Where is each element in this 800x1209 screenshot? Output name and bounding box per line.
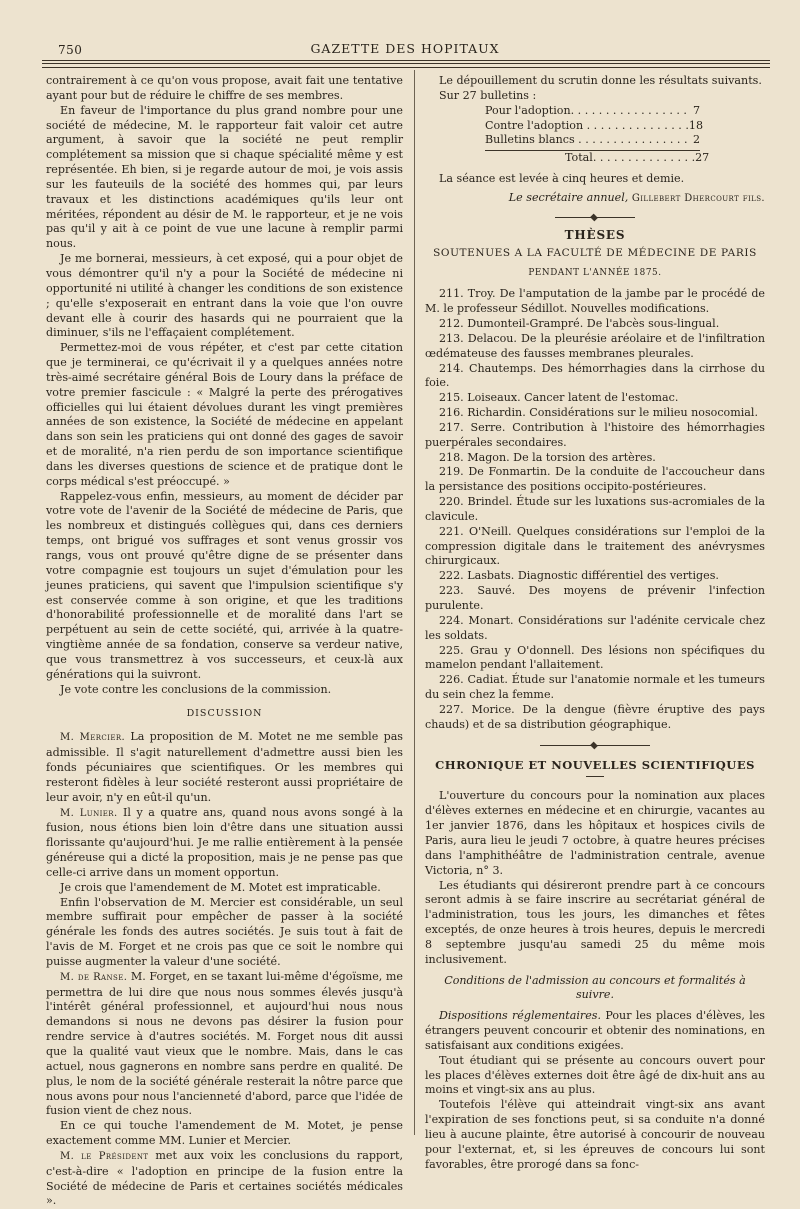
thesis-item: 219. De Fonmartin. De la conduite de l'accoucheur dans la persistance des positions occipito-postérieures.	[425, 465, 765, 494]
speaker: M. de Ranse.	[60, 971, 128, 983]
theses-subheading: SOUTENUES A LA FACULTÉ DE MÉDECINE DE PARIS	[433, 246, 757, 259]
paragraph: Rappelez-vous enfin, messieurs, au moment de décider par votre vote de l'avenir de la Société de médecine de Paris, que les nombreux et distingués collègues qui, dans ces derniers temps, ont brigué vos suffrages et sont venus grossir vos rangs, vous ont prouvé qu'être digne de se présenter dans votre compagnie est toujours un sujet d'émulation pour les jeunes praticiens, qui savent que l'impulsion scientifique s'y est conservée comme à son origine, et que les traditions d'honorabilité professionnelle et de moralité dans l'art se perpétuent au sein de cette société, qui, arrivée à la quatre-vingtième année de sa fondation, conserve sa verdeur native, que vous transmettrez à vos successeurs, et ceux-là aux générations qui la suivront.	[46, 489, 403, 681]
chronique-heading: CHRONIQUE ET NOUVELLES SCIENTIFIQUES	[435, 757, 755, 772]
vote-value: 18	[688, 118, 704, 132]
dispositions-text: Pour les places d'élèves, les étrangers peuvent concourir et obtenir des nominations, en satisfaisant aux conditions exigées.	[425, 1009, 766, 1052]
paragraph: Je vote contre les conclusions de la commission.	[60, 682, 332, 696]
speech-text: Je crois que l'amendement de M. Motet est impraticable.	[60, 880, 381, 894]
speech	[46, 970, 403, 1119]
vote-value: 2	[692, 133, 700, 147]
signature-name: Gillebert Dhercourt fils.	[631, 192, 765, 204]
vote-label: Pour l'adoption. . . . . . . . . . . . . . . . .	[485, 103, 687, 117]
header-rule	[42, 60, 770, 61]
thesis-item: 222. Lasbats. Diagnostic différentiel des vertiges.	[439, 569, 719, 583]
discussion-heading: DISCUSSION	[186, 708, 263, 720]
theses-year: PENDANT L'ANNÉE 1875.	[528, 268, 662, 279]
header-rule	[42, 67, 770, 68]
speech	[46, 896, 403, 970]
thesis-item: 215. Loiseaux. Cancer latent de l'estomac.	[439, 391, 679, 405]
speech-text: Il y a quatre ans, quand nous avons songé à la fusion, nous étions bien loin d'être dans une situation aussi florissante qu'aujourd'hui. Je me rallie entièrement à la pensée généreuse qui a dicté la proposition, mais je ne pense pas que celle-ci arrive dans un moment opportun.	[46, 805, 403, 879]
speech-text: Enfin l'observation de M. Mercier est considérable, un seul membre suffirait pour empêcher de passer à la société générale les fonds des autres sociétés. Je suis tout à fait de l'avis de M. Forget et ne crois pas que ce soit le nombre qui puisse augmenter la valeur d'une société.	[46, 895, 403, 968]
signature	[425, 191, 765, 207]
heading-rule	[586, 776, 604, 777]
thesis-item: 218. Magon. De la torsion des artères.	[439, 450, 656, 464]
speech-text: met aux voix les conclusions du rapport, c'est-à-dire « l'adoption en principe de la fusion entre la Société de médecine de Paris et certaines sociétés médicales ».	[46, 1148, 403, 1208]
signature-role: Le secrétaire annuel,	[508, 190, 629, 204]
paragraph	[425, 1009, 765, 1054]
speech-text: M. Forget, en se taxant lui-même d'égoïsme, me permettra de lui dire que nous nous sommes élevés jusqu'à l'intérêt général professionnel, et aujourd'hui nous nous demandons si nous ne devons pas désirer la fusion pour rendre service à d'autres sociétés. M. Forget nous dit aussi que la qualité vaut vieux que le nombre. Mais, dans le cas actuel, nous gagnerons en nombre sans perdre en qualité. De plus, le nom de la société générale resterait la nôtre parce que nous avons pour nous l'ancienneté d'abord, parce que l'idée de fusion vient de chez nous.	[46, 969, 404, 1118]
speech-text: La proposition de M. Motet ne me semble pas admissible. Il s'agit naturellement d'admettre aussi bien les fonds pécuniaires que scientifiques. Or les membres qui resteront fidèles à leur société resteront aussi propriétaire de leur avoir, n'y en eût-il qu'un.	[46, 730, 403, 804]
paragraph: Toutefois l'élève qui atteindrait vingt-six ans avant l'expiration de ses fonctions peut, si sa conduite n'a donné lieu à aucune plainte, être autorisé à concourir de nouveau pour l'externat, et, si les épreuves de concours lui sont favorables, être prorogé dans sa fonc-	[425, 1098, 765, 1171]
vote-value: 7	[692, 103, 700, 117]
thesis-item: 213. Delacou. De la pleurésie aréolaire et de l'infiltration œdémateuse des fausses membranes pleurales.	[425, 331, 765, 360]
vote-row	[425, 104, 700, 119]
speech-text: En ce qui touche l'amendement de M. Motet, je pense exactement comme MM. Lunier et Mercier.	[46, 1119, 403, 1148]
thesis-item: 225. Grau y O'donnell. Des lésions non spécifiques du mamelon pendant l'allaitement.	[425, 643, 765, 672]
theses-heading: THÈSES	[564, 227, 626, 242]
page-number: 750	[58, 43, 83, 57]
thesis-item: 216. Richardin. Considérations sur le milieu nosocomial.	[439, 406, 758, 420]
paragraph: Les étudiants qui désireront prendre part à ce concours seront admis à se faire inscrire au secrétariat général de l'administration, tous les jours, les dimanches et fêtes exceptés, de onze heures à trois heures, depuis le mercredi 8 septembre jusqu'au samedi 25 du même mois inclusivement.	[425, 878, 765, 966]
speaker: M. Lunier.	[60, 807, 118, 819]
vote-label: Bulletins blancs . . . . . . . . . . . . . . . .	[485, 133, 688, 147]
paragraph: Permettez-moi de vous répéter, et c'est par cette citation que je terminerai, ce qu'écrivait il y a quelques années notre très-aimé secrétaire général Bois de Loury dans la préface de votre premier fascicule : « Malgré la perte des prérogatives officielles qui lui étaient dévolues durant les vingt premières années de son existence, la Société de médecine en appelant dans son sein les praticiens qui ont donné des gages de savoir et de moralité, n'a rien perdu de son importance scientifique dans les diverses questions de science et de pratique dont le corps médical s'est préoccupé. »	[46, 341, 403, 488]
vote-total-row	[425, 151, 710, 166]
thesis-item: 221. O'Neill. Quelques considérations sur l'emploi de la compression digitale dans le traitement des anévrysmes chirurgicaux.	[425, 524, 765, 568]
header-rule	[42, 63, 770, 64]
thesis-item: 226. Cadiat. Étude sur l'anatomie normale et les tumeurs du sein chez la femme.	[425, 673, 765, 702]
conditions-heading: Conditions de l'admission au concours et formalités à suivre.	[444, 973, 746, 1002]
vote-intro: Le dépouillement du scrutin donne les résultats suivants.	[439, 74, 762, 87]
closing-line: La séance est levée à cinq heures et demie.	[439, 172, 685, 186]
speech	[46, 806, 403, 881]
vote-row	[425, 118, 704, 134]
paragraph: Tout étudiant qui se présente au concours ouvert pour les places d'élèves externes doit être âgé de dix-huit ans au moins et vingt-six ans au plus.	[425, 1053, 765, 1097]
speech	[46, 1119, 403, 1149]
speech	[46, 1149, 403, 1209]
page-header	[40, 30, 770, 56]
dispositions-label: Dispositions réglementaires.	[439, 1009, 602, 1023]
speech	[46, 730, 403, 805]
paragraph: contrairement à ce qu'on vous propose, avait fait une tentative ayant pour but de réduire le chiffre de ses membres.	[46, 74, 403, 102]
thesis-item: 224. Monart. Considérations sur l'adénite cervicale chez les soldats.	[425, 613, 765, 642]
journal-title: GAZETTE DES HOPITAUX	[310, 41, 500, 56]
thesis-item: 217. Serre. Contribution à l'histoire des hémorrhagies puerpérales secondaires.	[425, 420, 765, 449]
thesis-item: 220. Brindel. Étude sur les luxations sus-acromiales de la clavicule.	[425, 495, 765, 523]
section-separator	[555, 217, 635, 218]
section-separator	[540, 745, 650, 746]
thesis-item: 227. Morice. De la dengue (fièvre éruptive des pays chauds) et de sa distribution géographique.	[425, 702, 765, 731]
right-column	[425, 74, 765, 1173]
theses-list	[425, 287, 765, 732]
thesis-item: 211. Troy. De l'amputation de la jambe par le procédé de M. le professeur Sédillot. Nouvelles modifications.	[425, 287, 765, 316]
thesis-item: 223. Sauvé. Des moyens de prévenir l'infection purulente.	[425, 584, 765, 612]
vote-count-line: Sur 27 bulletins :	[439, 88, 537, 102]
column-divider	[414, 70, 415, 1135]
left-column	[46, 74, 403, 1209]
speaker: M. le Président	[60, 1150, 149, 1162]
vote-total-value: 27	[695, 151, 710, 165]
vote-label: Contre l'adoption . . . . . . . . . . . . . . .	[485, 118, 689, 132]
speech	[46, 881, 403, 896]
vote-row	[425, 133, 700, 148]
paragraph: L'ouverture du concours pour la nomination aux places d'élèves externes en médecine et en chirurgie, vacantes au 1er janvier 1876, dans les hôpitaux et hospices civils de Paris, aura lieu le jeudi 7 octobre, à quatre heures précises dans l'amphithéâtre de l'administration centrale, avenue Victoria, n° 3.	[425, 789, 765, 877]
thesis-item: 212. Dumonteil-Grampré. De l'abcès sous-lingual.	[439, 316, 720, 330]
thesis-item: 214. Chautemps. Des hémorrhagies dans la cirrhose du foie.	[425, 361, 765, 390]
paragraph: Je me bornerai, messieurs, à cet exposé, qui a pour objet de vous démontrer qu'il n'y a pour la Société de médecine ni opportunité ni utilité à changer les conditions de son existence ; qu'elle s'exposerait en entrant dans la voie que l'on ouvre devant elle à courir des hasards qui ne pourraient que la diminuer, s'ils ne l'effaçaient complétement.	[46, 252, 403, 340]
paragraph: En faveur de l'importance du plus grand nombre pour une société de médecine, M. le rapporteur fait valoir cet autre argument, à savoir que la société ne peut remplir complétement sa mission que si chaque spécialité même y est représentée. Eh bien, si je regarde autour de moi, je vois assis sur les fauteuils de la société des hommes qui, par leurs travaux et les distinctions académiques qu'ils leur ont méritées, répondent au désir de M. le rapporteur, et je ne vois pas qu'il y ait à ce point de vue une lacune à remplir parmi nous.	[46, 103, 403, 251]
speaker: M. Mercier.	[60, 732, 126, 744]
vote-total-label: Total. . . . . . . . . . . . . . .	[565, 151, 696, 165]
